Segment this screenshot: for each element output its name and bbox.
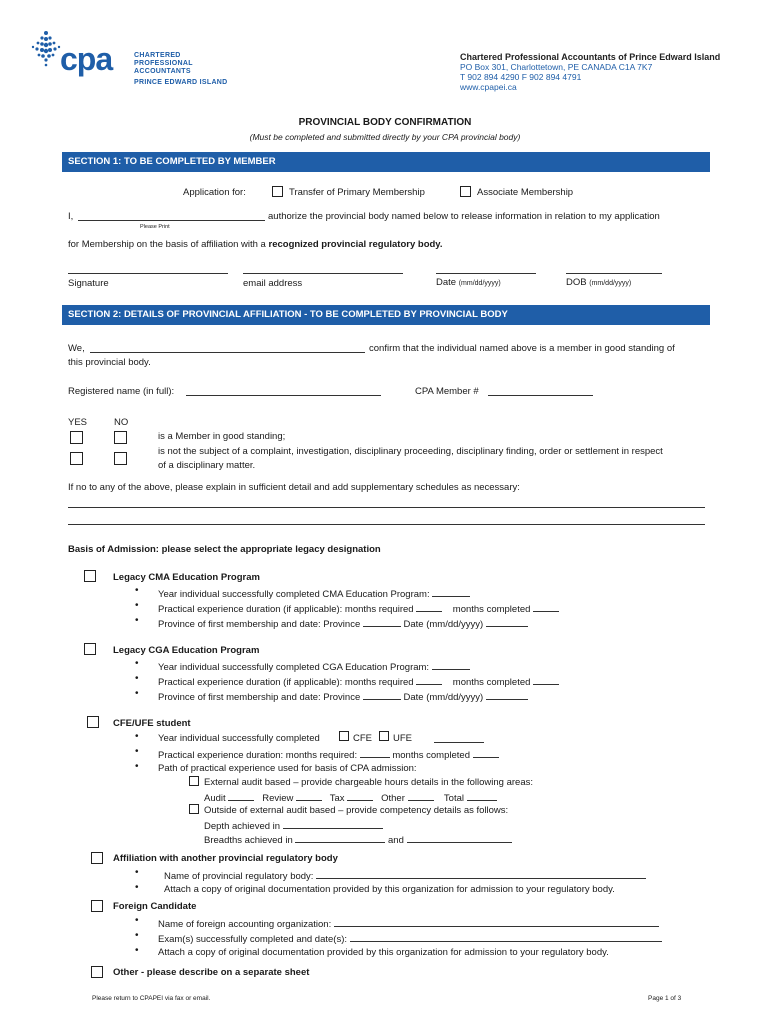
cga-item-2 bbox=[158, 675, 559, 688]
org-website[interactable]: www.cpapei.ca bbox=[460, 82, 517, 92]
logo-word: cpa bbox=[60, 41, 113, 77]
org-contact bbox=[460, 52, 720, 92]
cfe-months-completed-label: months completed bbox=[392, 750, 470, 761]
q1-text: is a Member in good standing; bbox=[158, 431, 286, 442]
foreign-item-3: Attach a copy of original documentation provided by this organization for admission to your regulatory body. bbox=[158, 947, 609, 958]
cga-item-1-text: Year individual successfully completed CGA Education Program: bbox=[158, 662, 430, 673]
other-field[interactable] bbox=[408, 791, 434, 801]
no-header: NO bbox=[114, 417, 129, 428]
bullet-icon: • bbox=[135, 731, 139, 742]
cma-year-field[interactable] bbox=[432, 587, 470, 597]
registered-name-label: Registered name (in full): bbox=[68, 386, 175, 397]
q2-no-checkbox[interactable] bbox=[114, 452, 127, 465]
external-audit-checkbox[interactable] bbox=[189, 776, 199, 786]
explain-line-2[interactable] bbox=[68, 515, 705, 525]
logo-line-3: ACCOUNTANTS bbox=[134, 68, 191, 75]
bullet-icon: • bbox=[135, 867, 139, 878]
basis-heading: Basis of Admission: please select the appropriate legacy designation bbox=[68, 544, 381, 555]
bullet-icon: • bbox=[135, 930, 139, 941]
bullet-icon: • bbox=[135, 915, 139, 926]
bullet-icon: • bbox=[135, 585, 139, 596]
section2-heading: SECTION 2: DETAILS OF PROVINCIAL AFFILIATION - TO BE COMPLETED BY PROVINCIAL BODY bbox=[62, 305, 710, 325]
q2-text: is not the subject of a complaint, investigation, disciplinary proceeding, disciplinary finding, order or settlement in respect bbox=[158, 446, 663, 457]
we-prefix: We, bbox=[68, 343, 85, 354]
cpa-member-field[interactable] bbox=[488, 386, 593, 396]
maple-leaf-dots-icon bbox=[28, 30, 64, 72]
email-label: email address bbox=[243, 278, 303, 289]
cma-months-completed-label: months completed bbox=[452, 604, 531, 615]
audit-hours bbox=[204, 791, 497, 804]
foreign-item-2 bbox=[158, 932, 662, 945]
other-checkbox[interactable] bbox=[91, 966, 103, 978]
total-label: Total bbox=[443, 793, 464, 804]
please-print: Please Print bbox=[140, 224, 170, 230]
bullet-icon: • bbox=[135, 746, 139, 757]
outside-audit-checkbox[interactable] bbox=[189, 804, 199, 814]
org-name: Chartered Professional Accountants of Prince Edward Island bbox=[460, 52, 721, 62]
bullet-icon: • bbox=[135, 945, 139, 956]
breadths-field-2[interactable] bbox=[407, 833, 512, 843]
cga-months-completed-label: months completed bbox=[452, 677, 531, 688]
dob-label-text: DOB bbox=[566, 277, 587, 288]
transfer-checkbox[interactable] bbox=[272, 186, 283, 197]
tax-field[interactable] bbox=[347, 791, 373, 801]
audit-field[interactable] bbox=[228, 791, 254, 801]
other-label: Other bbox=[381, 793, 405, 804]
foreign-exams-field[interactable] bbox=[350, 932, 662, 942]
breadths-row bbox=[204, 833, 512, 846]
cma-item-3-text: Province of first membership and date: Province bbox=[158, 619, 361, 630]
cfe-months-completed-field[interactable] bbox=[473, 748, 499, 758]
org-phone: T 902 894 4290 F 902 894 4791 bbox=[460, 72, 582, 82]
cma-item-3 bbox=[158, 617, 528, 630]
signature-label: Signature bbox=[68, 278, 109, 289]
cma-checkbox[interactable] bbox=[84, 570, 96, 582]
breadths-field-1[interactable] bbox=[295, 833, 385, 843]
signature-field[interactable] bbox=[68, 264, 228, 274]
cfe-practical-text: Practical experience duration: months required: bbox=[158, 750, 358, 761]
q2-text-2: of a disciplinary matter. bbox=[158, 460, 256, 471]
footer-left: Please return to CPAPEI via fax or email. bbox=[92, 995, 211, 1002]
page-subtitle: (Must be completed and submitted directly by your CPA provincial body) bbox=[249, 132, 521, 142]
review-field[interactable] bbox=[296, 791, 322, 801]
cfe-label: CFE bbox=[353, 733, 372, 744]
depth-row bbox=[204, 819, 383, 832]
dob-label bbox=[566, 277, 631, 288]
date-label bbox=[436, 277, 501, 288]
org-address: PO Box 301, Charlottetown, PE CANADA C1A 7K7 bbox=[460, 62, 653, 72]
cpa-member-label: CPA Member # bbox=[415, 386, 479, 397]
ufe-label: UFE bbox=[393, 733, 412, 744]
logo bbox=[28, 30, 238, 90]
registered-name-field[interactable] bbox=[186, 386, 381, 396]
bullet-icon: • bbox=[135, 761, 139, 772]
logo-line-2: PROFESSIONAL bbox=[134, 60, 193, 67]
bullet-icon: • bbox=[135, 673, 139, 684]
depth-field[interactable] bbox=[283, 819, 383, 829]
tax-label: Tax bbox=[329, 793, 345, 804]
affiliation-item-1-text: Name of provincial regulatory body: bbox=[164, 871, 314, 882]
cma-item-1 bbox=[158, 587, 470, 600]
membership-text-bold: recognized provincial regulatory body. bbox=[268, 239, 443, 250]
logo-line-1: CHARTERED bbox=[134, 52, 181, 59]
regulatory-body-field[interactable] bbox=[316, 869, 646, 879]
affiliation-item-1 bbox=[164, 869, 646, 882]
q1-yes-checkbox[interactable] bbox=[70, 431, 83, 444]
cga-province-field[interactable] bbox=[363, 690, 401, 700]
cfe-practical bbox=[158, 748, 499, 761]
foreign-title: Foreign Candidate bbox=[113, 901, 197, 912]
cfe-year-text: Year individual successfully completed bbox=[158, 733, 320, 744]
bullet-icon: • bbox=[135, 882, 139, 893]
foreign-item-1 bbox=[158, 917, 659, 930]
email-field[interactable] bbox=[243, 264, 403, 274]
cfe-ufe-checkbox[interactable] bbox=[87, 716, 99, 728]
bullet-icon: • bbox=[135, 600, 139, 611]
review-label: Review bbox=[262, 793, 294, 804]
cma-province-field[interactable] bbox=[363, 617, 401, 627]
cga-date-field[interactable] bbox=[486, 690, 528, 700]
authorize-text: authorize the provincial body named below to release information in relation to my application bbox=[268, 211, 660, 222]
cga-item-1 bbox=[158, 660, 470, 673]
cma-months-required-field[interactable] bbox=[416, 602, 442, 612]
membership-text-plain: for Membership on the basis of affiliation with a bbox=[68, 239, 266, 250]
and-label: and bbox=[388, 835, 404, 846]
date-field[interactable] bbox=[436, 264, 536, 274]
date-label-text: Date bbox=[436, 277, 457, 288]
application-for-label: Application for: bbox=[183, 187, 246, 198]
associate-checkbox[interactable] bbox=[460, 186, 471, 197]
confirm-text-2: this provincial body. bbox=[68, 357, 151, 368]
foreign-checkbox[interactable] bbox=[91, 900, 103, 912]
cfe-ufe-title: CFE/UFE student bbox=[113, 718, 191, 729]
provincial-body-field[interactable] bbox=[90, 343, 365, 353]
foreign-org-field[interactable] bbox=[334, 917, 659, 927]
date-format: (mm/dd/yyyy) bbox=[458, 280, 501, 287]
transfer-label: Transfer of Primary Membership bbox=[289, 187, 425, 198]
outside-audit-text: Outside of external audit based – provide competency details as follows: bbox=[204, 805, 509, 816]
footer-page: Page 1 of 3 bbox=[648, 995, 682, 1002]
if-no-text: If no to any of the above, please explain in sufficient detail and add supplementary schedules as necessary: bbox=[68, 482, 520, 493]
affiliation-title: Affiliation with another provincial regulatory body bbox=[113, 853, 338, 864]
depth-label: Depth achieved in bbox=[204, 821, 281, 832]
logo-region: PRINCE EDWARD ISLAND bbox=[134, 79, 228, 86]
cga-item-2-text: Practical experience duration (if applicable): months required bbox=[158, 677, 414, 688]
cma-item-2-text: Practical experience duration (if applicable): months required bbox=[158, 604, 414, 615]
q1-no-checkbox[interactable] bbox=[114, 431, 127, 444]
foreign-item-2-text: Exam(s) successfully completed and date(s): bbox=[158, 934, 348, 945]
cma-title: Legacy CMA Education Program bbox=[113, 572, 260, 583]
bullet-icon: • bbox=[135, 658, 139, 669]
cga-checkbox[interactable] bbox=[84, 643, 96, 655]
cma-item-2 bbox=[158, 602, 559, 615]
dob-format: (mm/dd/yyyy) bbox=[589, 280, 632, 287]
section1-heading: SECTION 1: TO BE COMPLETED BY MEMBER bbox=[62, 152, 710, 172]
yes-header: YES bbox=[68, 417, 88, 428]
affiliation-checkbox[interactable] bbox=[91, 852, 103, 864]
cfe-checkbox[interactable] bbox=[339, 731, 349, 741]
affiliation-item-2: Attach a copy of original documentation provided by this organization for admission to your regulatory body. bbox=[164, 884, 615, 895]
external-audit-text: External audit based – provide chargeable hours details in the following areas: bbox=[204, 777, 534, 788]
ufe-checkbox[interactable] bbox=[379, 731, 389, 741]
cga-months-required-field[interactable] bbox=[416, 675, 442, 685]
bullet-icon: • bbox=[135, 615, 139, 626]
breadths-label: Breadths achieved in bbox=[204, 835, 293, 846]
cfe-ufe-year-field[interactable] bbox=[434, 733, 484, 743]
q2-yes-checkbox[interactable] bbox=[70, 452, 83, 465]
other-title: Other - please describe on a separate sheet bbox=[113, 967, 310, 978]
foreign-item-1-text: Name of foreign accounting organization: bbox=[158, 919, 332, 930]
bullet-icon: • bbox=[135, 688, 139, 699]
confirm-text: confirm that the individual named above is a member in good standing of bbox=[369, 343, 675, 354]
page-title: PROVINCIAL BODY CONFIRMATION bbox=[298, 117, 472, 128]
audit-label: Audit bbox=[204, 793, 226, 804]
cma-date-label: Date (mm/dd/yyyy) bbox=[403, 619, 484, 630]
explain-line-1[interactable] bbox=[68, 498, 705, 508]
cga-title: Legacy CGA Education Program bbox=[113, 645, 260, 656]
cga-date-label: Date (mm/dd/yyyy) bbox=[403, 692, 484, 703]
cga-year-field[interactable] bbox=[432, 660, 470, 670]
member-name-field[interactable] bbox=[78, 211, 265, 221]
total-field[interactable] bbox=[467, 791, 497, 801]
cma-months-completed-field[interactable] bbox=[533, 602, 559, 612]
dob-field[interactable] bbox=[566, 264, 662, 274]
cma-item-1-text: Year individual successfully completed CMA Education Program: bbox=[158, 589, 430, 600]
cfe-path: Path of practical experience used for basis of CPA admission: bbox=[158, 763, 417, 774]
cfe-months-required-field[interactable] bbox=[360, 748, 390, 758]
cga-months-completed-field[interactable] bbox=[533, 675, 559, 685]
cma-date-field[interactable] bbox=[486, 617, 528, 627]
cga-item-3 bbox=[158, 690, 528, 703]
associate-label: Associate Membership bbox=[477, 187, 574, 198]
membership-text bbox=[68, 239, 443, 250]
i-prefix: I, bbox=[68, 211, 74, 222]
cga-item-3-text: Province of first membership and date: Province bbox=[158, 692, 361, 703]
